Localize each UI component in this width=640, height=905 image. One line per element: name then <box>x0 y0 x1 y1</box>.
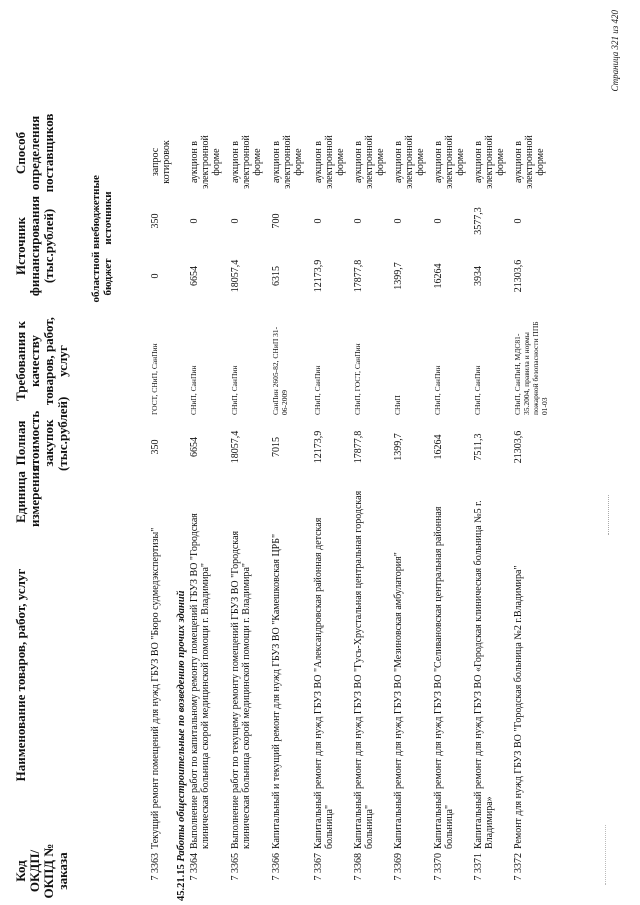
row-method: аукцион в электронной форме <box>313 135 346 189</box>
row-regional: 3934 <box>473 266 484 286</box>
row-code: 7 3365 <box>230 853 241 881</box>
row-code: 7 3372 <box>513 853 524 881</box>
row-extrabudget: 0 <box>433 218 444 224</box>
row-method: запрос котировок <box>150 140 172 184</box>
row-requirements: СНиП, СанПин <box>230 365 239 415</box>
row-code: 7 3368 <box>353 853 364 881</box>
row-regional: 12173,9 <box>313 259 324 293</box>
row-name: Капитальный ремонт для нужд ГБУЗ ВО "Гусь-Хрустальная центральная городская больница" <box>353 490 375 849</box>
row-regional: 0 <box>150 273 161 279</box>
row-code: 7 3364 <box>189 853 200 881</box>
row-total: 7511,3 <box>473 433 484 461</box>
row-name: Капитальный ремонт для нужд ГБУЗ ВО «Городская клиническая больница №5 г. Владимира» <box>473 500 495 849</box>
row-requirements: СНиП <box>393 395 402 415</box>
row-method: аукцион в электронной форме <box>189 135 222 189</box>
header-source-extrabudget: внебюджетные источники <box>90 175 114 249</box>
row-requirements: СНиП, СанПин <box>189 365 198 415</box>
row-method: аукцион в электронной форме <box>473 135 506 189</box>
row-requirements: ГОСТ, СНиП, СанПин <box>150 343 159 415</box>
header-total: Полная стоимость закупок (тыс.рублей) <box>13 396 70 471</box>
row-code: 7 3370 <box>433 853 444 881</box>
row-regional: 17877,8 <box>353 259 364 293</box>
row-regional: 6654 <box>189 266 200 286</box>
row-name: Выполнение работ по текущему ремонту помещений ГБУЗ ВО "Городская клиническая больница скорой медицинской помощи г. Владимира" <box>230 530 252 849</box>
row-total: 21303,6 <box>513 430 524 464</box>
row-code: 7 3371 <box>473 853 484 881</box>
row-name: Капитальный и текущий ремонт для нужд ГБУЗ ВО "Камешковская ЦРБ" <box>271 533 282 849</box>
row-extrabudget: 0 <box>189 218 200 224</box>
row-method: аукцион в электронной форме <box>271 135 304 189</box>
row-requirements: СНиП, СанПин <box>313 365 322 415</box>
row-extrabudget: 0 <box>393 218 404 224</box>
row-requirements: СанПин 2605-82, СНиП 31-06-2009 <box>271 326 289 415</box>
row-total: 350 <box>150 439 161 455</box>
row-regional: 16264 <box>433 263 444 289</box>
row-method: аукцион в электронной форме <box>230 135 263 189</box>
row-total: 17877,8 <box>353 430 364 464</box>
row-requirements: СНиП, ГОСТ, СанПин <box>353 343 362 415</box>
row-name: Капитальный ремонт для нужд ГБУЗ ВО "Александровская районная детская больница" <box>313 517 335 849</box>
row-extrabudget: 700 <box>271 213 282 229</box>
row-name: Ремонт для нужд ГБУЗ ВО "Городская больница №2 г.Владимира" <box>513 565 524 849</box>
row-total: 7015 <box>271 437 282 457</box>
row-total: 12173,9 <box>313 430 324 464</box>
row-name: Выполнение работ по капитальному ремонту помещений ГБУЗ ВО "Городская клиническая больница скорой медицинской помощи г. Владимира" <box>189 513 211 849</box>
header-name: Наименование товаров, работ, услуг <box>13 568 28 782</box>
section-title: Работы общестроительные по возведению прочих зданий <box>176 590 187 862</box>
scan-artifact <box>605 825 612 885</box>
row-name: Капитальный ремонт для нужд ГБУЗ ВО "Мезиновская амбулатория" <box>393 552 404 849</box>
header-code: Код ОКДП/ ОКПД № заказа <box>13 843 70 899</box>
row-method: аукцион в электронной форме <box>513 135 546 189</box>
header-source-regional: областной бюджет <box>90 251 114 303</box>
row-total: 16264 <box>433 434 444 460</box>
row-method: аукцион в электронной форме <box>353 135 386 189</box>
section-heading <box>176 461 187 901</box>
row-method: аукцион в электронной форме <box>393 135 426 189</box>
row-extrabudget: 0 <box>353 218 364 224</box>
row-name: Капитальный ремонт для нужд ГБУЗ ВО "Селивановская центральная районная больница" <box>433 506 455 849</box>
header-method: Способ определения поставщиков <box>13 113 56 193</box>
row-extrabudget: 0 <box>230 218 241 224</box>
row-total: 1399,7 <box>393 433 404 461</box>
row-name: Текущий ремонт помещений для нужд ГБУЗ ВО "Бюро судмедэкспертизы" <box>150 527 161 849</box>
header-requirements: Требования к качеству товаров, работ, услуг <box>13 317 70 405</box>
row-method: аукцион в электронной форме <box>433 135 466 189</box>
row-requirements: СНиП, СанПиН, МДС81-35.2004, правила и нормы пожарной безопасности ППБ 01-03 <box>513 321 549 415</box>
row-code: 7 3369 <box>393 853 404 881</box>
row-extrabudget: 0 <box>513 218 524 224</box>
row-regional: 1399,7 <box>393 262 404 290</box>
header-unit: Единица измерения <box>13 464 42 527</box>
row-total: 18057,4 <box>230 430 241 464</box>
row-total: 6654 <box>189 437 200 457</box>
row-code: 7 3363 <box>150 853 161 881</box>
row-requirements: СНиП, СанПин <box>433 365 442 415</box>
row-regional: 18057,4 <box>230 259 241 293</box>
row-regional: 21303,6 <box>513 259 524 293</box>
scan-artifact <box>608 495 613 535</box>
row-code: 7 3366 <box>271 853 282 881</box>
section-code: 45.21.15 <box>176 864 187 901</box>
row-extrabudget: 0 <box>313 218 324 224</box>
row-regional: 6315 <box>271 266 282 286</box>
row-extrabudget: 350 <box>150 213 161 229</box>
row-requirements: СНиП, СанПин <box>473 365 482 415</box>
row-code: 7 3367 <box>313 853 324 881</box>
row-extrabudget: 3577,3 <box>473 207 484 235</box>
header-source: Источник финансирования (тыс.рублей) <box>13 195 56 297</box>
page-number: Страница 321 из 420 <box>610 10 620 92</box>
